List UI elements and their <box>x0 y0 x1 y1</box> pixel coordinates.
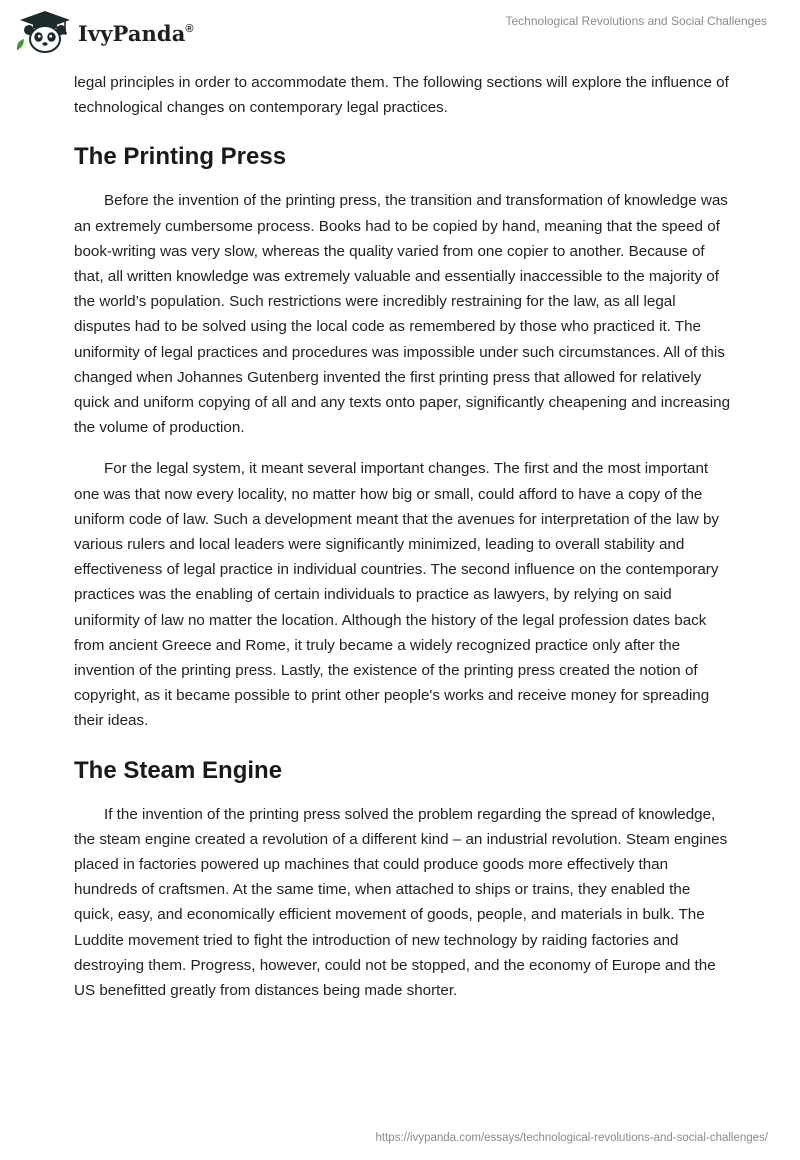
page-header <box>0 0 800 60</box>
paragraph-steam-engine-1: If the invention of the printing press solved the problem regarding the spread of knowledge, the steam engine created a revolution of a different kind – an industrial revolution. Steam engines placed in factories powered up machines that could produce goods more effectively than hundreds of craftsmen. At the same time, when attached to ships or trains, they enabled the quick, easy, and economically efficient movement of goods, people, and materials in bulk. The Luddite movement tried to fight the introduction of new technology by raiding factories and destroying them. Progress, however, could not be stopped, and the economy of Europe and the US benefitted greatly from distances being made shorter. <box>74 805 728 1000</box>
brand-logo[interactable] <box>14 8 194 54</box>
essay-content <box>74 70 734 1003</box>
document-title: Technological Revolutions and Social Challenges <box>505 14 767 28</box>
panda-logo-icon <box>14 8 76 54</box>
brand-name: IvyPanda® <box>78 20 194 46</box>
source-url-link[interactable]: https://ivypanda.com/essays/technological-revolutions-and-social-challenges/ <box>375 1132 768 1144</box>
paragraph-printing-press-1: Before the invention of the printing press, the transition and transformation of knowledge was an extremely cumbersome process. Books had to be copied by hand, meaning that the speed of book-writing was very slow, whereas the quality varied from one copier to another. Because of that, all written knowledge was extremely valuable and essentially inaccessible to the majority of the world’s population. Such restrictions were incredibly restraining for the law, as all legal disputes had to be solved using the local code as remembered by those who practiced it. The uniformity of legal practices and procedures was impossible under such circumstances. All of this changed when Johannes Gutenberg invented the first printing press that allowed for relatively quick and uniform copying of all and any texts onto paper, significantly cheapening and increasing the volume of production. <box>74 192 731 437</box>
intro-paragraph: legal principles in order to accommodate them. The following sections will explore the influence of technological changes on contemporary legal practices. <box>74 74 729 117</box>
paragraph-printing-press-2: For the legal system, it meant several important changes. The first and the most important one was that now every locality, no matter how big or small, could afford to have a copy of the uniform code of law. Such a development meant that the avenues for interpretation of the law by various rulers and local leaders were significantly minimized, leading to overall stability and effectiveness of legal practice in individual countries. The second influence on the contemporary practices was the enabling of certain individuals to practice as lawyers, by relying on said uniformity of law no matter the location. Although the history of the legal profession dates back from ancient Greece and Rome, it truly became a widely recognized practice only after the invention of the printing press. Lastly, the existence of the printing press created the notion of copyright, as it became possible to print other people's works and receive money for spreading their ideas. <box>74 460 720 730</box>
section-heading-printing-press: The Printing Press <box>74 143 287 171</box>
section-heading-steam-engine: The Steam Engine <box>74 756 283 784</box>
